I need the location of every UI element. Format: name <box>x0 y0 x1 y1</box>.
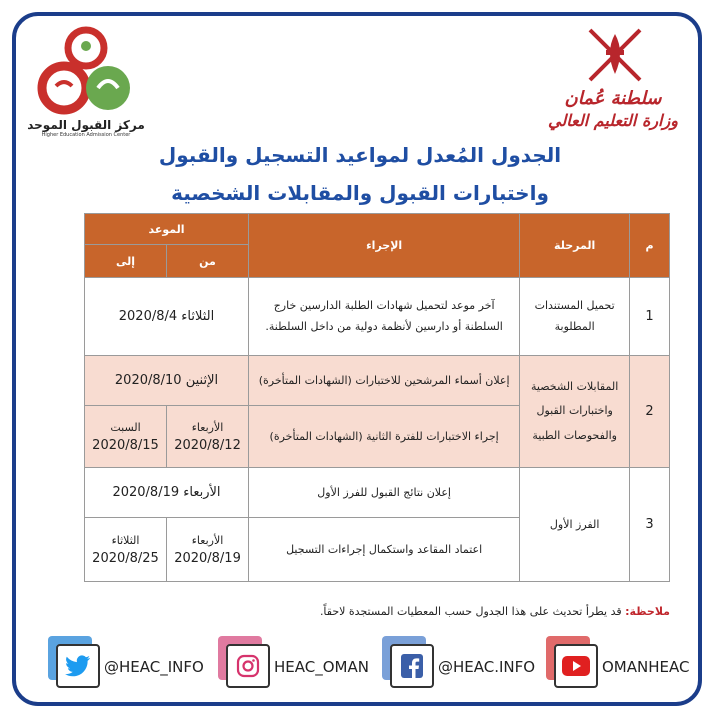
row-procedure: إجراء الاختبارات للفترة الثانية (الشهادات المتأخرة) <box>249 406 520 468</box>
ministry-line1: سلطنة عُمان <box>564 88 662 109</box>
header-procedure: الإجراء <box>249 214 520 278</box>
row-date-from <box>167 406 249 468</box>
table-row <box>85 356 670 406</box>
to-day: الثلاثاء <box>111 533 140 547</box>
to-day: السبت <box>110 420 141 434</box>
from-date: 2020/8/19 <box>174 550 241 566</box>
from-day: الأربعاء <box>191 420 224 434</box>
admission-center-logo <box>36 22 136 130</box>
to-date: 2020/8/15 <box>92 437 159 453</box>
row-procedure: اعتماد المقاعد واستكمال إجراءات التسجيل <box>249 518 520 582</box>
youtube-icon <box>554 644 598 688</box>
to-date: 2020/8/25 <box>92 550 159 566</box>
logo-caption <box>22 118 150 138</box>
twitter-icon <box>56 644 100 688</box>
row-date-from <box>167 518 249 582</box>
header-stage: المرحلة <box>520 214 630 278</box>
social-instagram[interactable] <box>218 636 383 692</box>
from-date: 2020/8/12 <box>174 437 241 453</box>
khanjar-emblem-icon <box>580 20 650 90</box>
table-header-row <box>85 214 670 245</box>
note-label: ملاحظة: <box>625 605 670 618</box>
row-procedure: إعلان نتائج القبول للفرز الأول <box>249 468 520 518</box>
note-text: قد يطرأ تحديث على هذا الجدول حسب المعطيات المستجدة لاحقاً. <box>319 605 622 618</box>
page-title-line2: واختبارات القبول والمقابلات الشخصية <box>171 181 549 205</box>
row-stage: تحميل المستندات المطلوبة <box>520 278 630 356</box>
twitter-handle: @HEAC_INFO <box>104 658 204 676</box>
row-date: الثلاثاء 2020/8/4 <box>85 278 249 356</box>
header-to: إلى <box>85 245 167 278</box>
row-num: 1 <box>630 278 670 356</box>
table-row <box>85 468 670 518</box>
instagram-icon <box>226 644 270 688</box>
social-facebook[interactable] <box>382 636 547 692</box>
row-procedure: إعلان أسماء المرشحين للاختبارات (الشهادات المتأخرة) <box>249 356 520 406</box>
instagram-handle: HEAC_OMAN <box>274 658 369 676</box>
admission-center-emblem-icon <box>36 22 136 122</box>
row-procedure: آخر موعد لتحميل شهادات الطلبة الدارسين خارج السلطنة أو دارسين لأنظمة دولية من داخل السلطنة. <box>249 278 520 356</box>
row-num: 2 <box>630 356 670 468</box>
social-youtube[interactable] <box>546 636 696 692</box>
row-num: 3 <box>630 468 670 582</box>
header-num: م <box>630 214 670 278</box>
header-date: الموعد <box>85 214 249 245</box>
social-twitter[interactable] <box>48 636 218 692</box>
page-title-line1: الجدول المُعدل لمواعيد التسجيل والقبول <box>158 143 562 167</box>
row-date-to <box>85 406 167 468</box>
header-from: من <box>167 245 249 278</box>
youtube-handle: OMANHEAC <box>602 658 690 676</box>
facebook-icon <box>390 644 434 688</box>
row-stage: المقابلات الشخصية واختبارات القبول والفحوصات الطبية <box>520 356 630 468</box>
row-date: الأربعاء 2020/8/19 <box>85 468 249 518</box>
row-stage: الفرز الأول <box>520 468 630 582</box>
center-name-ar: مركز القبول الموحد <box>27 118 145 132</box>
ministry-line2: وزارة التعليم العالي <box>548 111 678 130</box>
footnote <box>150 605 670 618</box>
row-date: الإثنين 2020/8/10 <box>85 356 249 406</box>
from-day: الأربعاء <box>191 533 224 547</box>
schedule-table <box>84 213 670 582</box>
row-date-to <box>85 518 167 582</box>
facebook-handle: @HEAC.INFO <box>438 658 536 676</box>
center-name-en: Higher Education Admission Center <box>41 132 131 138</box>
oman-emblem <box>580 20 650 90</box>
table-row <box>85 278 670 356</box>
ministry-name <box>548 88 678 130</box>
